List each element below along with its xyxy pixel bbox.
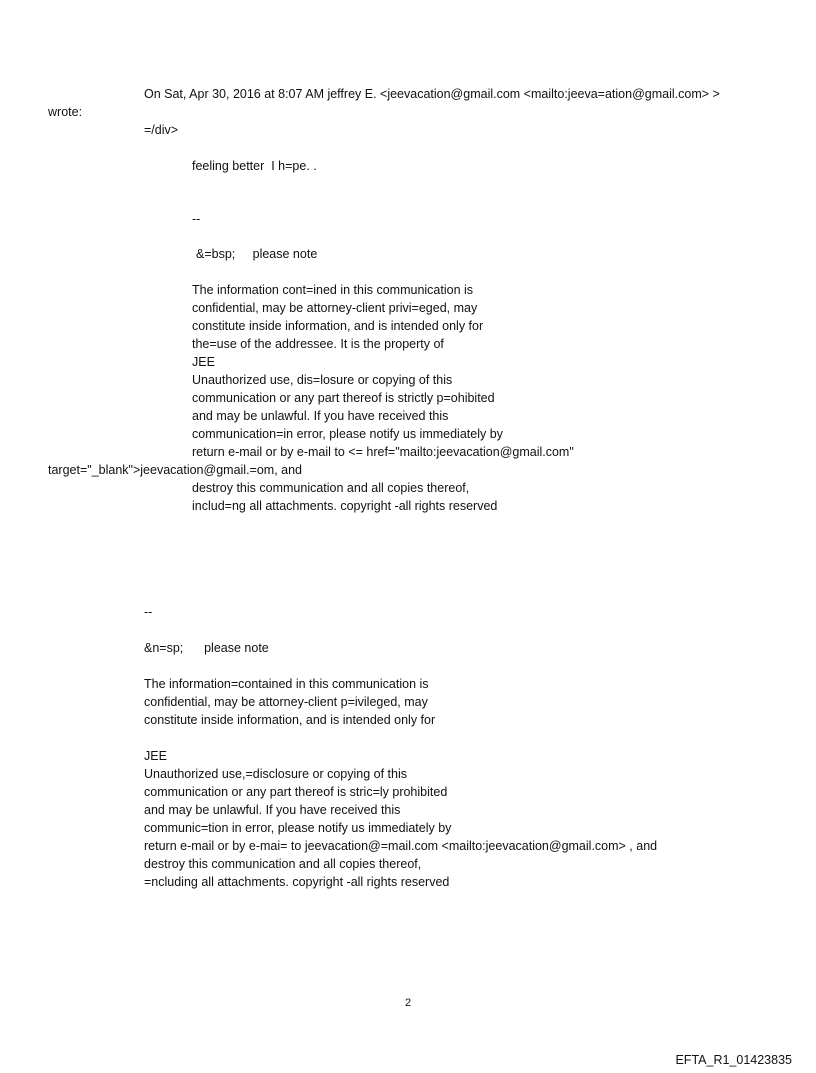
disclaimer-2-line: JEE [144,749,167,763]
div-close-artifact: =/div> [144,123,179,137]
quoted-header-line: On Sat, Apr 30, 2016 at 8:07 AM jeffrey E. <jeevacation@gmail.com <mailto:jeeva=ation@gmail.com> > [144,87,720,101]
disclaimer-2-line: return e-mail or by e-mai= to jeevacation@=mail.com <mailto:jeevacation@gmail.com> , and [144,839,658,853]
disclaimer-2-line: constitute inside information, and is intended only for [144,713,436,727]
disclaimer-1-line: JEE [192,355,215,369]
disclaimer-1-line: confidential, may be attorney-client privi=eged, may [192,301,478,315]
disclaimer-2-line: communic=tion in error, please notify us immediately by [144,821,452,835]
disclaimer-2-line: confidential, may be attorney-client p=ivileged, may [144,695,428,709]
quoted-header-wrote: wrote: [48,105,83,119]
disclaimer-2-line: Unauthorized use,=disclosure or copying of this [144,767,407,781]
signature-note-1: &=bsp; please note [196,247,318,261]
disclaimer-1-line: The information cont=ined in this communication is [192,283,474,297]
signature-separator-2: -- [144,605,153,619]
disclaimer-2-line: and may be unlawful. If you have received this [144,803,401,817]
disclaimer-2-line: The information=contained in this communication is [144,677,429,691]
message-body: feeling better I h=pe. . [192,159,317,173]
disclaimer-2-line: destroy this communication and all copies thereof, [144,857,422,871]
disclaimer-1-line: constitute inside information, and is intended only for [192,319,484,333]
disclaimer-1-target-line: target="_blank">jeevacation@gmail.=om, and [48,463,303,477]
bates-number: EFTA_R1_01423835 [675,1053,792,1067]
disclaimer-1-line: communication or any part thereof is strictly p=ohibited [192,391,495,405]
disclaimer-1-line: includ=ng all attachments. copyright -all rights reserved [192,499,498,513]
disclaimer-1-line: return e-mail or by e-mail to <= href="mailto:jeevacation@gmail.com" [192,445,574,459]
signature-separator-1: -- [192,212,201,226]
signature-note-2: &n=sp; please note [144,641,269,655]
disclaimer-1-line: the=use of the addressee. It is the property of [192,337,444,351]
disclaimer-2-line: communication or any part thereof is stric=ly prohibited [144,785,448,799]
disclaimer-1-line: communication=in error, please notify us immediately by [192,427,503,441]
disclaimer-1-line: Unauthorized use, dis=losure or copying of this [192,373,453,387]
disclaimer-2-line: =ncluding all attachments. copyright -all rights reserved [144,875,450,889]
disclaimer-1-line: destroy this communication and all copies thereof, [192,481,470,495]
disclaimer-1-line: and may be unlawful. If you have received this [192,409,449,423]
page-number: 2 [404,997,412,1009]
